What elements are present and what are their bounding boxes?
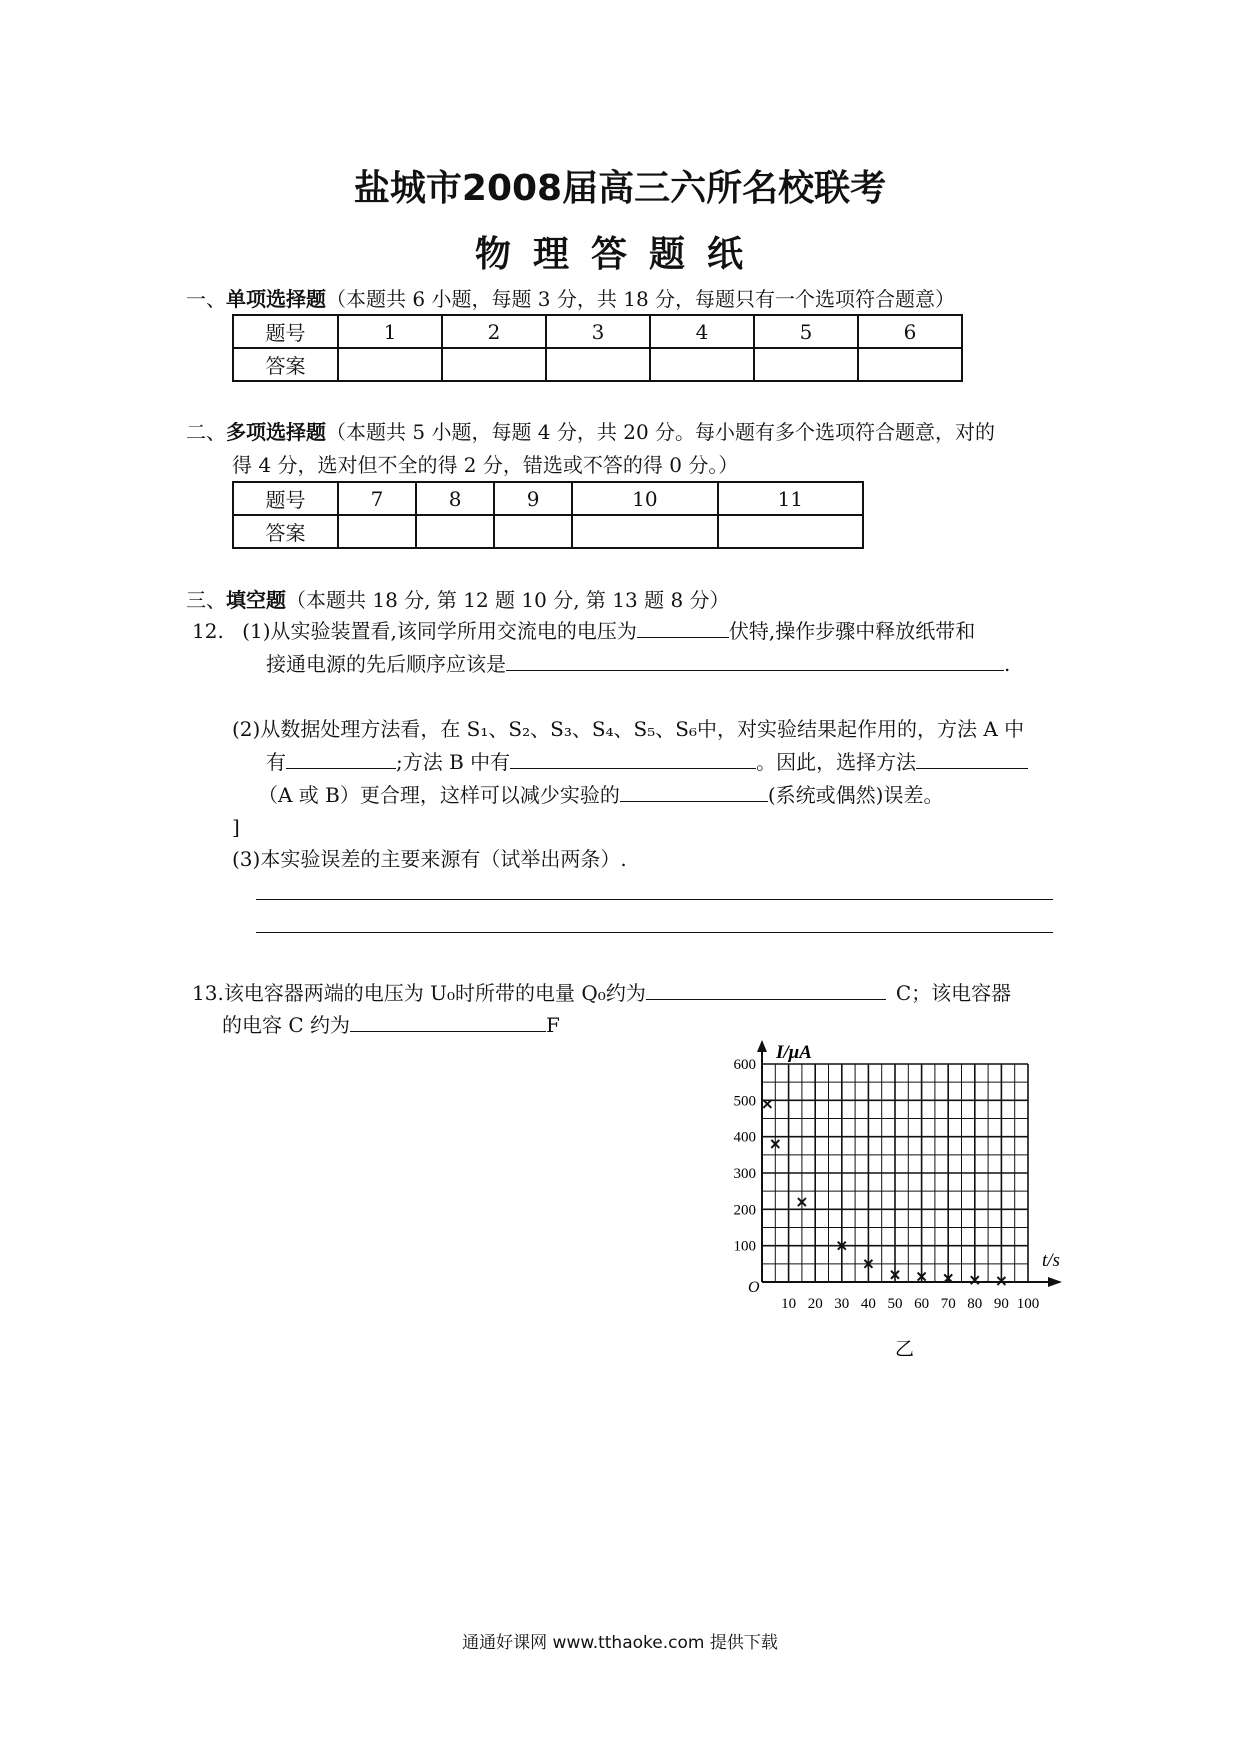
q12-p1-text-c: 接通电源的先后顺序应该是: [266, 652, 506, 676]
y-tick-label: 200: [733, 1202, 756, 1219]
x-axis-arrow: [1048, 1277, 1062, 1287]
question-number-cell: 9: [494, 482, 572, 515]
section1-num: 一、: [186, 287, 226, 311]
answer-cell[interactable]: [338, 515, 416, 548]
section2-desc-line1: （本题共 5 小题，每题 4 分，共 20 分。每小题有多个选项符合题意，对的: [326, 420, 996, 444]
answer-cell[interactable]: [572, 515, 717, 548]
answer-cell[interactable]: [858, 348, 962, 381]
question-number-cell: 10: [572, 482, 717, 515]
q13-text-a: 该电容器两端的电压为 U₀时所带的电量 Q₀约为: [223, 981, 646, 1005]
section1-heading: 单项选择题: [226, 287, 326, 311]
section1-header: [186, 283, 955, 315]
q12-p1-text: (1)从实验装置看,该同学所用交流电的电压为: [242, 619, 637, 643]
x-tick-label: 40: [860, 1296, 876, 1312]
answer-cell[interactable]: [650, 348, 754, 381]
table-row: [233, 348, 962, 381]
question-number-cell: 3: [546, 315, 650, 348]
x-tick-label: 50: [887, 1296, 903, 1312]
section2-num: 二、: [186, 420, 226, 444]
section1-desc: （本题共 6 小题，每题 3 分，共 18 分，每题只有一个选项符合题意）: [326, 287, 956, 311]
q12-p2-text-b: 有: [266, 750, 286, 774]
q12-p2-text-e: （A 或 B）更合理，这样可以减少实验的: [258, 783, 620, 807]
section1-answer-table: [232, 314, 963, 382]
x-tick-label: 100: [1016, 1296, 1040, 1312]
q12-p1-text-b: 伏特,操作步骤中释放纸带和: [728, 619, 976, 643]
x-tick-label: 10: [781, 1296, 797, 1312]
q12-p2-text-c: ;方法 B 中有: [396, 750, 511, 774]
question-number-cell: 1: [338, 315, 442, 348]
y-tick-label: 100: [733, 1238, 756, 1255]
answer-cell[interactable]: [718, 515, 863, 548]
table-row: [233, 315, 962, 348]
q13-line2: [222, 1009, 560, 1041]
method-choice-blank[interactable]: [916, 746, 1028, 769]
y-tick-label: 400: [733, 1129, 756, 1146]
q12-p2-text-f: (系统或偶然)误差。: [767, 783, 944, 807]
capacitance-blank[interactable]: [350, 1009, 546, 1032]
q13-text-c: 的电容 C 约为: [222, 1013, 351, 1037]
q13-text-d: F: [546, 1013, 560, 1037]
x-tick-label: 90: [993, 1296, 1009, 1312]
answer-line-1[interactable]: [256, 899, 1053, 900]
answer-cell[interactable]: [416, 515, 494, 548]
q12-part2-line1: (2)从数据处理方法看，在 S₁、S₂、S₃、S₄、S₅、S₆中，对实验结果起作用的，方法 A 中: [232, 717, 1025, 741]
row-label: 答案: [233, 348, 338, 381]
question-number-cell: 7: [338, 482, 416, 515]
voltage-blank[interactable]: [637, 615, 729, 638]
answer-cell[interactable]: [338, 348, 442, 381]
q12-part2-line2: [266, 746, 1028, 778]
q13-line1: [192, 977, 1011, 1009]
section2-answer-table: [232, 481, 864, 549]
section2-header: [186, 416, 995, 448]
row-label: 题号: [233, 482, 338, 515]
chart-grid: [762, 1064, 1028, 1282]
origin-label: O: [748, 1279, 760, 1296]
question-number-cell: 11: [718, 482, 863, 515]
x-tick-label: 30: [834, 1296, 850, 1312]
q12-line2: [266, 648, 1010, 680]
x-tick-label: 60: [914, 1296, 930, 1312]
q13-num: 13.: [192, 981, 224, 1005]
chart-caption: 乙: [895, 1339, 915, 1360]
answer-cell[interactable]: [442, 348, 546, 381]
section2-desc-line2: 得 4 分，选对但不全的得 2 分，错选或不答的得 0 分。）: [232, 453, 739, 477]
charge-blank[interactable]: [646, 977, 886, 1000]
page-title: 盐城市2008届高三六所名校联考: [353, 168, 887, 209]
order-blank[interactable]: [506, 648, 1004, 671]
q12-num: 12.: [192, 619, 224, 643]
y-axis-arrow: [757, 1040, 767, 1052]
chart-points: [763, 1100, 1005, 1285]
x-tick-label: 70: [940, 1296, 956, 1312]
y-tick-label: 500: [733, 1093, 756, 1110]
method-b-blank[interactable]: [510, 746, 756, 769]
y-tick-label: 300: [733, 1166, 756, 1182]
data-point: [763, 1100, 771, 1108]
chart-axes: [757, 1040, 1062, 1287]
question-number-cell: 2: [442, 315, 546, 348]
q12-part3: (3)本实验误差的主要来源有（试举出两条）.: [232, 847, 627, 871]
x-tick-label: 80: [967, 1296, 983, 1312]
section3-num: 三、: [186, 588, 226, 612]
question-number-cell: 8: [416, 482, 494, 515]
answer-cell[interactable]: [754, 348, 858, 381]
table-row: [233, 482, 863, 515]
x-axis-label: t/s: [1042, 1250, 1060, 1271]
row-label: 题号: [233, 315, 338, 348]
question-number-cell: 6: [858, 315, 962, 348]
y-tick-label: 600: [733, 1057, 756, 1073]
answer-cell[interactable]: [546, 348, 650, 381]
q13-text-b: C；该电容器: [895, 981, 1012, 1005]
row-label: 答案: [233, 515, 338, 548]
section3-heading: 填空题: [226, 588, 286, 612]
footer-credit: 通通好课网 www.tthaoke.com 提供下载: [462, 1633, 778, 1653]
q12-p2-text-d: 。因此，选择方法: [756, 750, 917, 774]
answer-line-2[interactable]: [256, 932, 1053, 933]
q12-part2-line3: [258, 779, 943, 811]
section3-header: [186, 584, 730, 616]
current-time-chart: [720, 1030, 1080, 1360]
y-axis-label: I/μA: [776, 1042, 812, 1063]
table-row: [233, 515, 863, 548]
answer-cell[interactable]: [494, 515, 572, 548]
question-number-cell: 5: [754, 315, 858, 348]
method-a-blank[interactable]: [286, 746, 396, 769]
error-type-blank[interactable]: [620, 779, 768, 802]
q12-p1-end: .: [1004, 652, 1011, 676]
q12-line1: [192, 615, 975, 647]
stray-bracket: ]: [232, 815, 240, 839]
page-subtitle: 物理答题纸: [474, 234, 765, 275]
x-tick-label: 20: [807, 1296, 823, 1312]
section3-desc: （本题共 18 分, 第 12 题 10 分, 第 13 题 8 分）: [286, 588, 730, 612]
chart-ticks: [734, 1057, 1040, 1312]
question-number-cell: 4: [650, 315, 754, 348]
section2-heading: 多项选择题: [226, 420, 326, 444]
